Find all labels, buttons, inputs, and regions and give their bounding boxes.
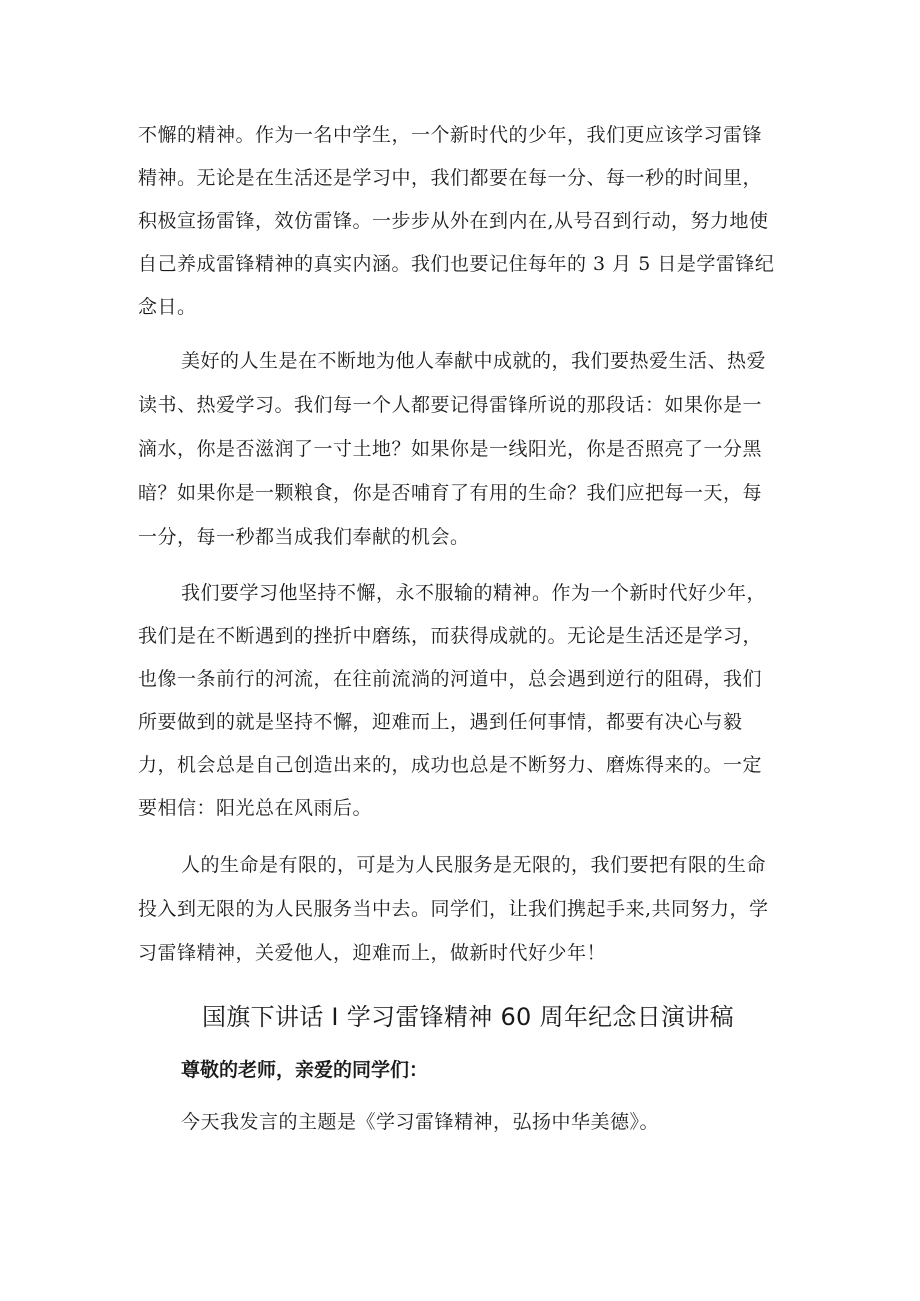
text-line: 不懈的精神。作为一名中学生，一个新时代的少年，我们更应该学习雷锋: [138, 124, 763, 146]
paragraph-first-line: 美好的人生是在不断地为他人奉献中成就的，我们要热爱生活、热爱: [181, 350, 767, 372]
paragraph-first-line: 我们要学习他坚持不懈，永不服输的精神。作为一个新时代好少年，: [181, 582, 767, 604]
salutation: 尊敬的老师，亲爱的同学们：: [181, 1059, 429, 1081]
text-line: 积极宣扬雷锋，效仿雷锋。一步步从外在到内在,从号召到行动，努力地使: [138, 210, 769, 232]
text-line: 读书、热爱学习。我们每一个人都要记得雷锋所说的那段话：如果你是一: [138, 394, 763, 416]
text-line: 所要做到的就是坚持不懈，迎难而上，遇到任何事情，都要有决心与毅: [138, 711, 743, 733]
text-line: 习雷锋精神，关爱他人，迎难而上，做新时代好少年！: [138, 942, 607, 964]
text-line: 精神。无论是在生活还是学习中，我们都要在每一分、每一秒的时间里，: [138, 167, 763, 189]
paragraph-first-line: 人的生命是有限的，可是为人民服务是无限的，我们要把有限的生命: [181, 854, 767, 876]
document-heading: 国旗下讲话 I 学习雷锋精神 60 周年纪念日演讲稿: [202, 1003, 734, 1031]
text-line: 一分，每一秒都当成我们奉献的机会。: [138, 526, 470, 548]
text-line: 力，机会总是自己创造出来的，成功也总是不断努力、磨炼得来的。一定: [138, 754, 763, 776]
text-line: 念日。: [138, 296, 197, 318]
text-line: 滴水，你是否滋润了一寸土地？如果你是一线阳光，你是否照亮了一分黑: [138, 438, 763, 460]
text-line: 投入到无限的为人民服务当中去。同学们，让我们携起手来,共同努力，学: [138, 898, 769, 920]
text-line: 我们是在不断遇到的挫折中磨练，而获得成就的。无论是生活还是学习，: [138, 625, 763, 647]
intro-line: 今天我发言的主题是《学习雷锋精神，弘扬中华美德》。: [181, 1111, 660, 1133]
text-line: 自己养成雷锋精神的真实内涵。我们也要记住每年的 3 月 5 日是学雷锋纪: [138, 253, 775, 275]
text-line: 要相信：阳光总在风雨后。: [138, 797, 373, 819]
text-line: 也像一条前行的河流，在往前流淌的河道中，总会遇到逆行的阻碍，我们: [138, 668, 763, 690]
text-line: 暗？如果你是一颗粮食，你是否哺育了有用的生命？我们应把每一天，每: [138, 482, 763, 504]
